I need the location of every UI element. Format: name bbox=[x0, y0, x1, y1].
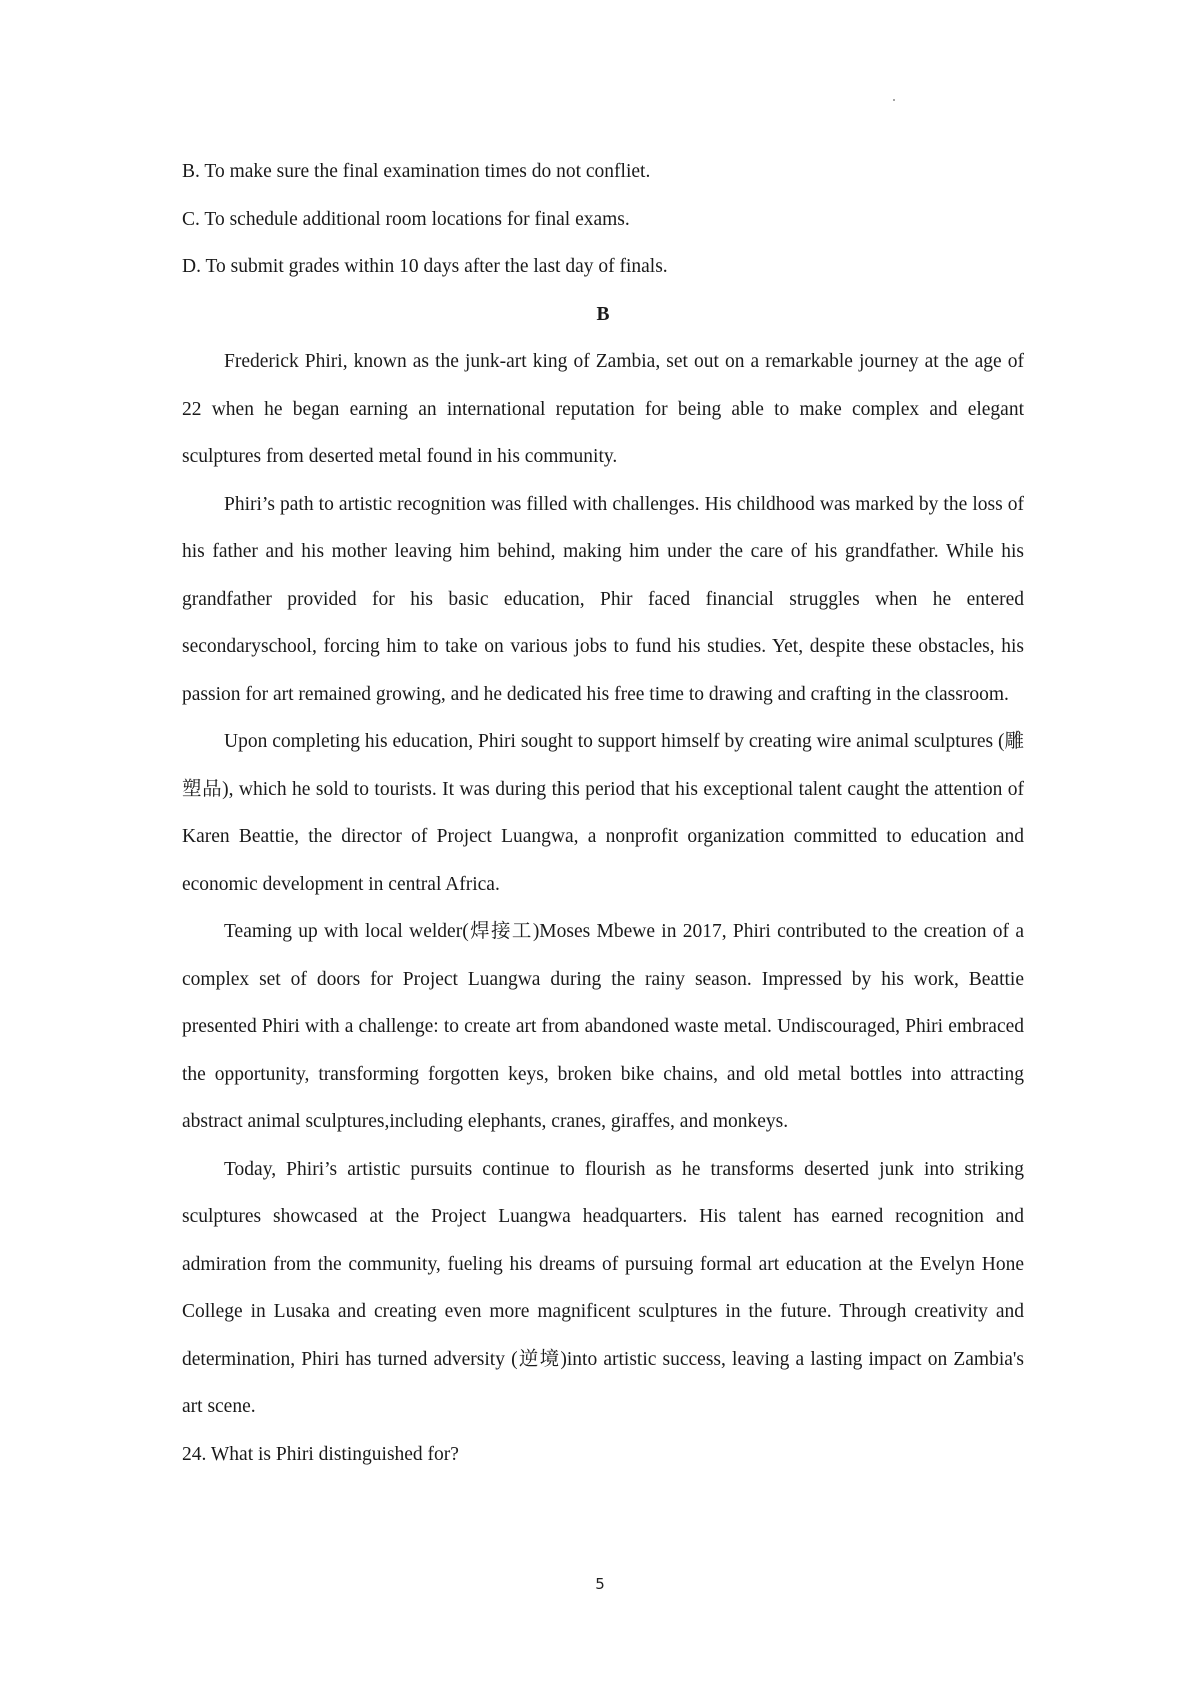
question-24: 24. What is Phiri distinguished for? bbox=[182, 1443, 459, 1465]
paragraph-4: Teaming up with local welder(焊接工)Moses Mbewe in 2017, Phiri contributed to the creation of a complex set of doors for Project Luangwa during the rainy season. Impressed by his work, Beattie presented Phiri with a challenge: to create art from abandoned waste metal. Undiscouraged, Phiri embraced the opportunity, transforming forgotten keys, broken bike chains, and old metal bottles into attracting abstract animal sculptures,including elephants, cranes, giraffes, and monkeys. bbox=[182, 921, 1024, 1132]
page-content bbox=[182, 148, 1024, 1478]
paragraph-1: Frederick Phiri, known as the junk-art king of Zambia, set out on a remarkable journey at the age of 22 when he began earning an international reputation for being able to make complex and elegant sculptures from deserted metal found in his community. bbox=[182, 351, 1024, 467]
answer-option-b: B. To make sure the final examination times do not confliet. bbox=[182, 161, 651, 182]
scan-speck bbox=[893, 99, 895, 101]
paragraph-2: Phiri’s path to artistic recognition was filled with challenges. His childhood was marked by the loss of his father and his mother leaving him behind, making him under the care of his grandfather. While his grandfather provided for his basic education, Phir faced financial struggles when he entered secondaryschool, forcing him to take on various jobs to fund his studies. Yet, despite these obstacles, his passion for art remained growing, and he dedicated his free time to drawing and crafting in the classroom. bbox=[182, 493, 1024, 705]
answer-option-d: D. To submit grades within 10 days after the last day of finals. bbox=[182, 256, 668, 277]
answer-option-c: C. To schedule additional room locations for final exams. bbox=[182, 208, 630, 230]
section-title: B bbox=[596, 303, 610, 325]
page-number: 5 bbox=[595, 1575, 605, 1593]
paragraph-3: Upon completing his education, Phiri sought to support himself by creating wire animal sculptures (雕塑品), which he sold to tourists. It was during this period that his exceptional talent caught the attention of Karen Beattie, the director of Project Luangwa, a nonprofit organization committed to education and economic development in central Africa. bbox=[182, 731, 1024, 895]
paragraph-5: Today, Phiri’s artistic pursuits continue to flourish as he transforms deserted junk into striking sculptures showcased at the Project Luangwa headquarters. His talent has earned recognition and admiration from the community, fueling his dreams of pursuing formal art education at the Evelyn Hone College in Lusaka and creating even more magnificent sculptures in the future. Through creativity and determination, Phiri has turned adversity (逆境)into artistic success, leaving a lasting impact on Zambia's art scene. bbox=[182, 1158, 1024, 1417]
